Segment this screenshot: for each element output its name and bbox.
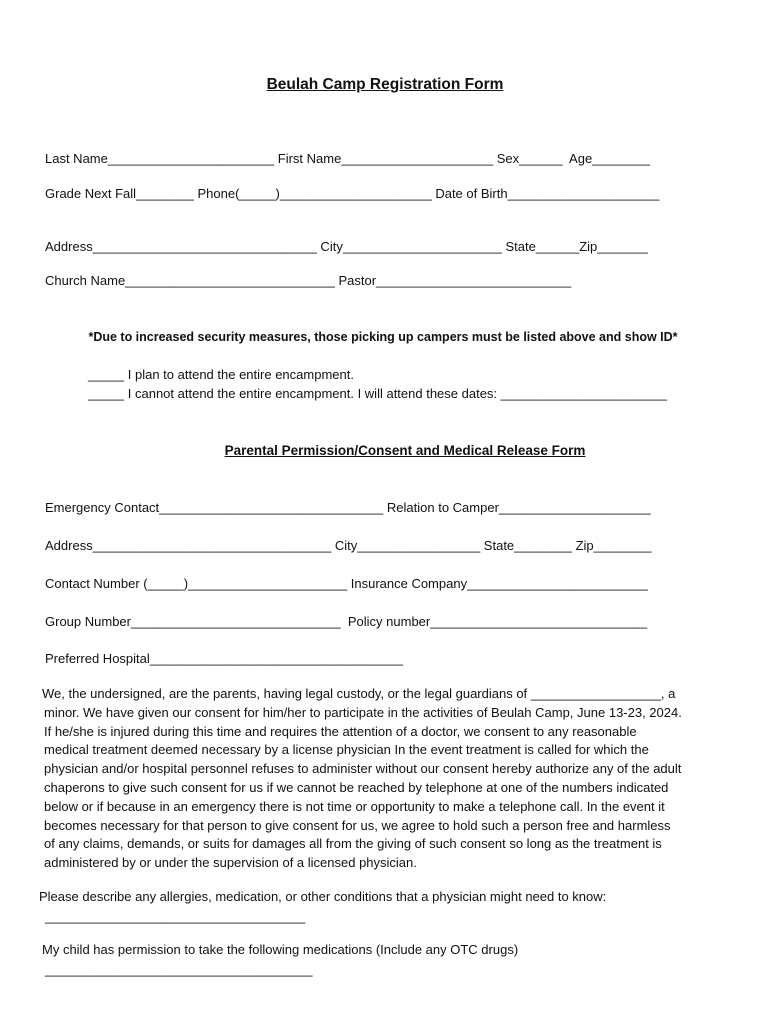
medications-label: My child has permission to take the following medications (Include any OTC drugs) <box>42 942 519 957</box>
consent-line: minor. We have given our consent for him/her to participate in the activities of Beulah Camp, June 13-23, 2024. <box>44 704 682 720</box>
emergency-address-row[interactable]: Address_________________________________ City_________________ State________ Zip________ <box>45 538 652 553</box>
consent-line: becomes necessary for that person to give consent for us, we agree to hold such a person free and harmless <box>44 817 671 833</box>
camper-address-row[interactable]: Address_______________________________ City______________________ State______Zip_______ <box>45 239 648 254</box>
medications-field[interactable]: _____________________________________ <box>45 962 313 977</box>
consent-line: chaperons to give such consent for us if we cannot be reached by telephone at one of the numbers indicated <box>44 779 669 795</box>
consent-line: below or if because in an emergency there is not time or opportunity to make a telephone call. In the event it <box>44 798 665 814</box>
consent-line: medical treatment deemed necessary by a license physician In the event treatment is called for which the <box>44 742 649 758</box>
security-notice: *Due to increased security measures, those picking up campers must be listed above and show ID* <box>88 330 678 344</box>
allergies-field[interactable]: ____________________________________ <box>45 909 306 924</box>
camper-grade-phone-row[interactable]: Grade Next Fall________ Phone(_____)_____________________ Date of Birth_____________________ <box>45 186 660 201</box>
consent-line: of any claims, demands, or suits for damages all from the giving of such consent so long as the treatment is <box>44 836 662 852</box>
group-policy-row[interactable]: Group Number_____________________________ Policy number______________________________ <box>45 614 648 629</box>
camper-church-row[interactable]: Church Name_____________________________ Pastor___________________________ <box>45 273 572 288</box>
consent-paragraph <box>44 685 734 873</box>
preferred-hospital-row[interactable]: Preferred Hospital___________________________________ <box>45 651 403 666</box>
consent-line[interactable]: We, the undersigned, are the parents, having legal custody, or the legal guardians of __________________, a <box>42 686 676 701</box>
consent-line: administered by or under the supervision of a licensed physician. <box>44 855 417 871</box>
consent-line: physician and/or hospital personnel refuses to administer without our consent hereby authorize any of the adult <box>44 761 682 777</box>
emergency-contact-row[interactable]: Emergency Contact_______________________________ Relation to Camper_____________________ <box>45 500 651 515</box>
camper-name-row[interactable]: Last Name_______________________ First Name_____________________ Sex______ Age________ <box>45 151 651 166</box>
form-title: Beulah Camp Registration Form <box>266 76 504 93</box>
attendance-option-full[interactable]: _____ I plan to attend the entire encampment. <box>88 367 354 382</box>
contact-insurance-row[interactable]: Contact Number (_____)______________________ Insurance Company_________________________ <box>45 576 648 591</box>
consent-title: Parental Permission/Consent and Medical Release Form <box>224 443 586 458</box>
attendance-option-partial[interactable]: _____ I cannot attend the entire encampment. I will attend these dates: _______________________ <box>88 386 667 401</box>
consent-line: If he/she is injured during this time and requires the attention of a doctor, we consent to any reasonable <box>44 723 637 739</box>
allergies-label: Please describe any allergies, medication, or other conditions that a physician might need to know: <box>39 889 607 904</box>
